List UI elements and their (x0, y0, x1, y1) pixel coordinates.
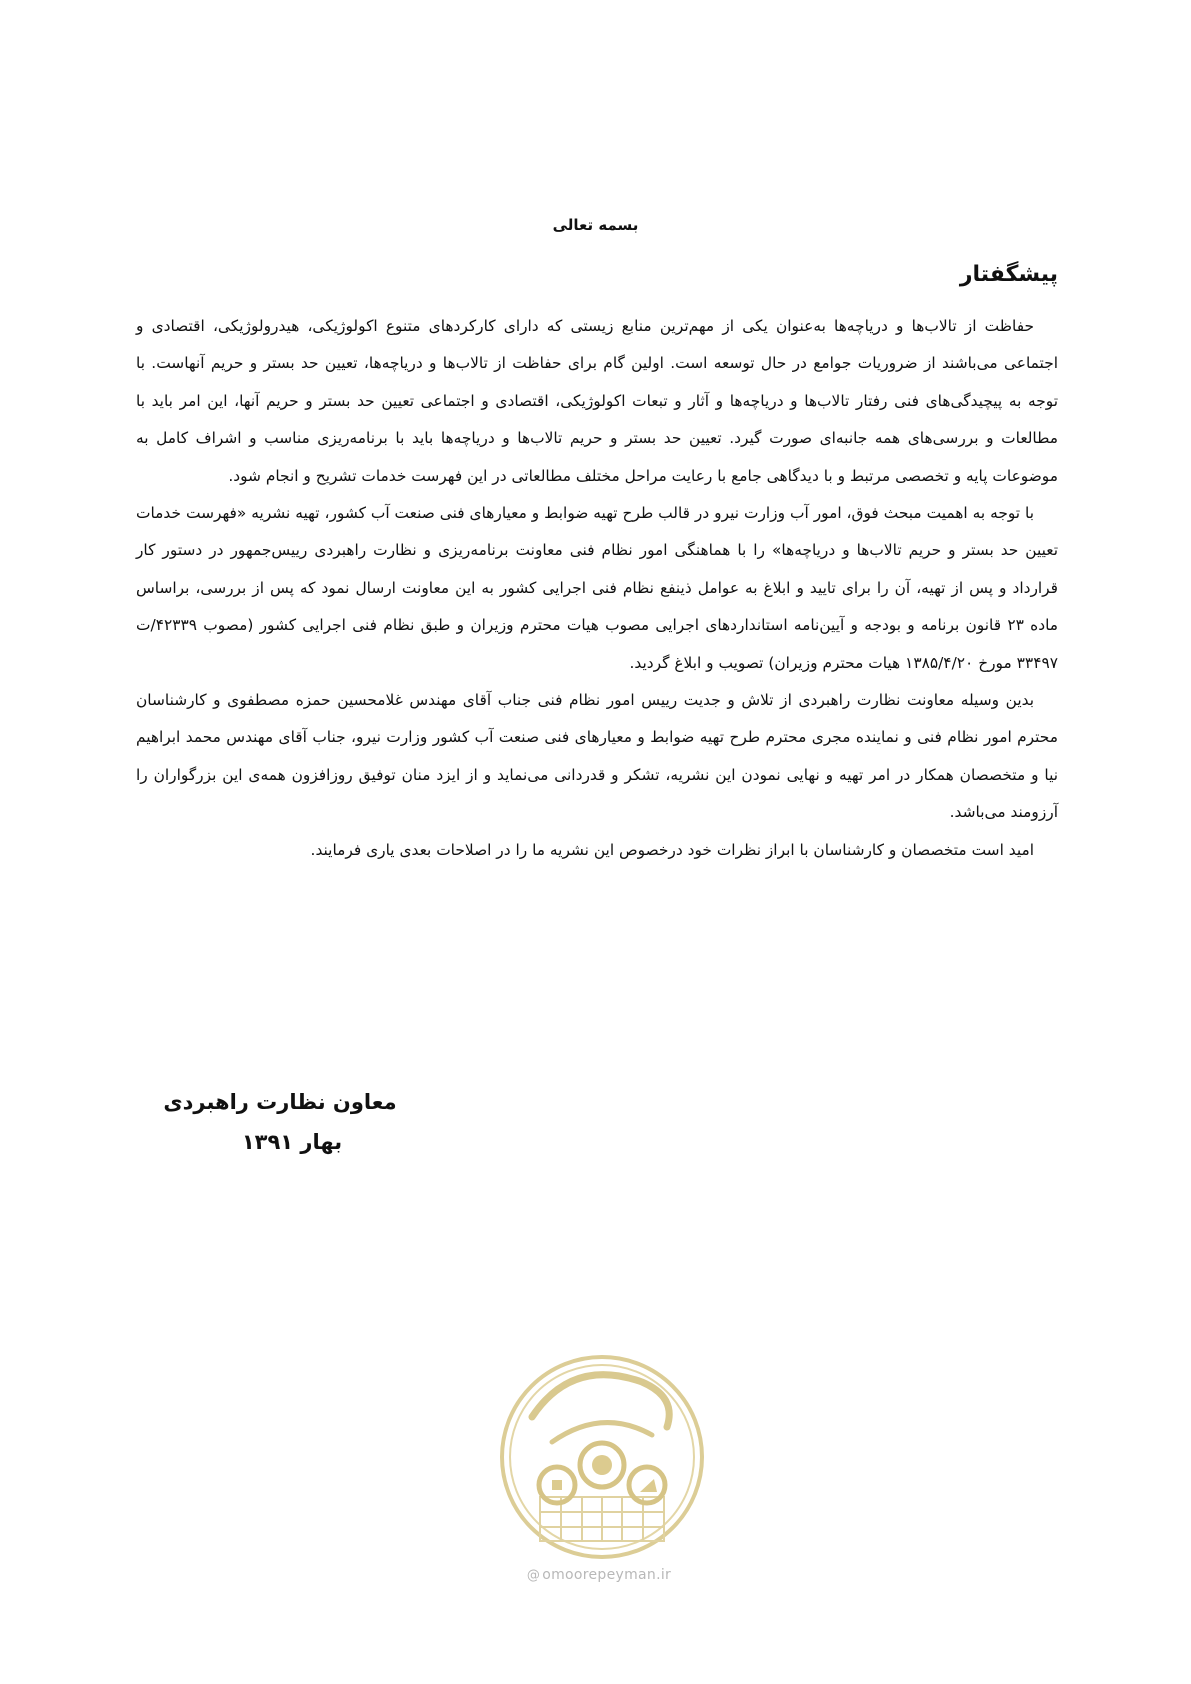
basmala: بسمه تعالی (552, 216, 639, 234)
paragraph-4: امید است متخصصان و کارشناسان با ابراز نظرات خود درخصوص این نشریه ما را در اصلاحات بعدی یاری فرمایند. (310, 840, 1034, 859)
paragraph-2: با توجه به اهمیت مبحث فوق، امور آب وزارت نیرو در قالب طرح تهیه ضوابط و معیارهای فنی صنعت آب کشور، تهیه نشریه «فهرست خدمات تعیین حد بستر و حریم تالاب‌ها و دریاچه‌ها» را با هماهنگی امور نظام فنی معاونت برنامه‌ریزی و نظارت راهبردی رییس‌جمهور در دستور کار قرارداد و پس از تهیه، آن را برای تایید و ابلاغ به عوامل ذینفع نظام فنی اجرایی کشور به این معاونت ارسال نمود که پس از بررسی، براساس ماده ۲۳ قانون برنامه و بودجه و آیین‌نامه استانداردهای اجرایی مصوب هیات محترم وزیران و طبق نظام فنی اجرایی کشور (مصوب ۴۲۳۳۹/ت ۳۳۴۹۷ مورخ ۱۳۸۵/۴/۲۰ هیات محترم وزیران) تصویب و ابلاغ گردید. (136, 504, 1058, 672)
signature-title: معاون نظارت راهبردی (163, 1090, 397, 1114)
signature-block (150, 1082, 410, 1162)
watermark-site-text: omoorepeyman.ir (542, 1567, 672, 1583)
paragraph-3: بدین وسیله معاونت نظارت راهبردی از تلاش و جدیت رییس امور نظام فنی جناب آقای مهندس غلامحسین حمزه مصطفوی و کارشناسان محترم امور نظام فنی و نماینده مجری محترم طرح تهیه ضوابط و معیارهای فنی صنعت آب کشور وزارت نیرو، جناب آقای مهندس محمد ابراهیم نیا و متخصصان همکار در امر تهیه و نهایی نمودن این نشریه، تشکر و قدردانی می‌نماید و از ایزد منان توفیق روزافزون همه‌ی این بزرگواران را آرزومند می‌باشد. (136, 691, 1058, 822)
page-title: پیشگفتار (959, 262, 1058, 287)
signature-date: بهار ۱۳۹۱ (241, 1130, 343, 1154)
watermark-site (494, 1567, 704, 1583)
at-icon: @ (526, 1568, 541, 1583)
preface-body (136, 308, 1058, 869)
omoore-peyman-seal-icon (492, 1347, 712, 1567)
paragraph-1: حفاظت از تالاب‌ها و دریاچه‌ها به‌عنوان یکی از مهم‌ترین منابع زیستی که دارای کارکردهای متنوع اکولوژیکی، هیدرولوژیکی، اقتصادی و اجتماعی می‌باشند از ضروریات جوامع در حال توسعه است. اولین گام برای حفاظت از تالاب‌ها و دریاچه‌ها، تعیین حد بستر و حریم آنهاست. با توجه به پیچیدگی‌های فنی رفتار تالاب‌ها و دریاچه‌ها و آثار و تبعات اکولوژیکی، اقتصادی و اجتماعی تعیین حد بستر و حریم آنها، این امر باید با مطالعات و بررسی‌های همه جانبه‌ای صورت گیرد. تعیین حد بستر و حریم تالاب‌ها و دریاچه‌ها باید با برنامه‌ریزی مناسب و اشراف کامل به موضوعات پایه و تخصصی مرتبط و با دیدگاهی جامع با رعایت مراحل مختلف مطالعاتی در این فهرست خدمات تشریح و انجام شود. (136, 317, 1058, 485)
